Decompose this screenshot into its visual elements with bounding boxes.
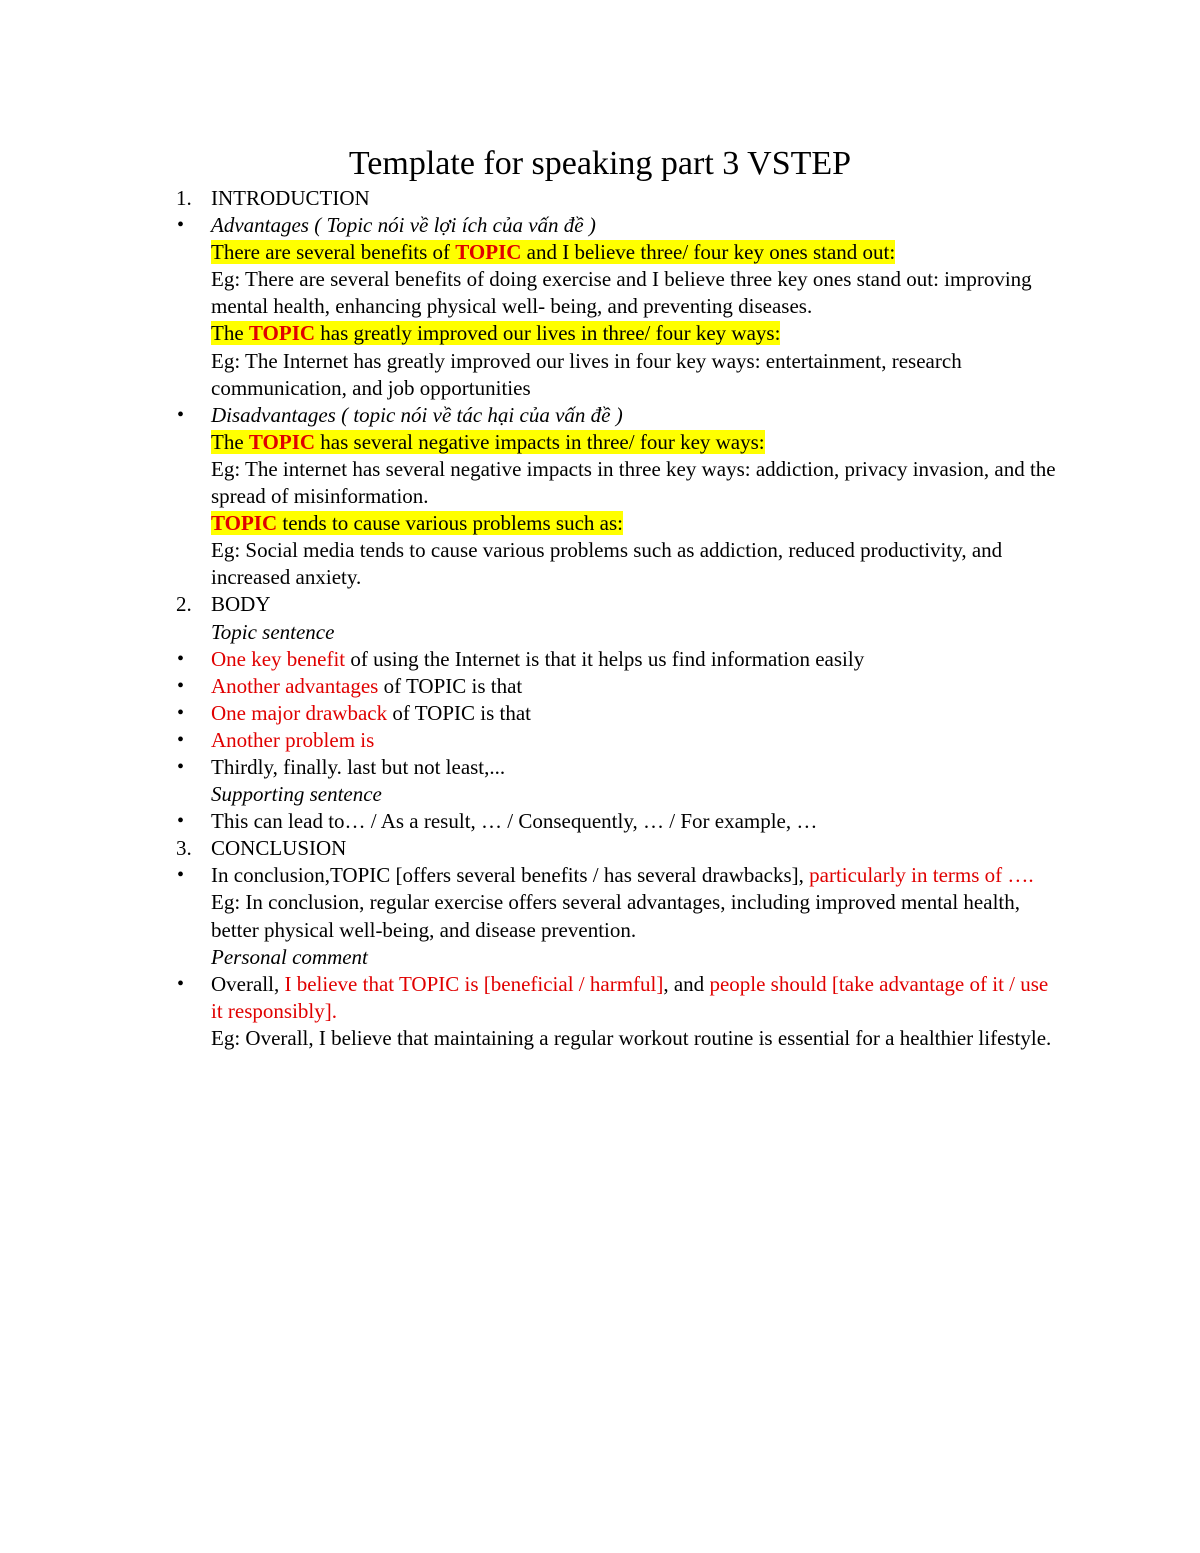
list-item: [0, 646, 1200, 673]
list-item-text: In conclusion,TOPIC [offers several benefits / has several drawbacks],: [211, 863, 810, 888]
section-introduction-heading: [0, 185, 1200, 212]
topic-keyword: TOPIC: [248, 321, 316, 346]
highlighted-template: [211, 321, 780, 345]
section-heading: CONCLUSION: [211, 836, 347, 861]
example-text: Eg: Overall, I believe that maintaining a regular workout routine is essential for a healthier lifestyle.: [211, 1025, 1052, 1050]
example-text: Eg: The Internet has greatly improved our lives in four key ways: entertainment, research communication, and job opportunities: [211, 348, 962, 400]
list-number: 3.: [176, 836, 192, 861]
bullet-icon: •: [177, 214, 185, 237]
bullet-icon: •: [177, 647, 185, 670]
list-item-text: of TOPIC is that: [378, 673, 523, 698]
highlighted-template: [211, 511, 623, 535]
list-item-advantages: [0, 212, 1200, 239]
list-item-text: Thirdly, finally. last but not least,...: [211, 754, 506, 779]
bullet-icon: •: [177, 674, 185, 697]
bullet-icon: •: [177, 701, 185, 724]
list-item-text: This can lead to… / As a result, … / Consequently, … / For example, …: [211, 809, 818, 834]
template-text: The: [211, 429, 249, 454]
phrase-highlight: One key benefit: [211, 646, 346, 671]
list-item-text: of using the Internet is that it helps us find information easily: [345, 646, 865, 671]
disadvantages-label: Disadvantages ( topic nói về tác hại của vấn đề ): [211, 402, 623, 427]
list-item: [0, 673, 1200, 700]
list-item-text: of TOPIC is that: [387, 700, 531, 725]
template-text: There are several benefits of: [211, 240, 456, 265]
template-text: The: [211, 321, 249, 346]
phrase-highlight: One major drawback: [211, 700, 388, 725]
template-text: has several negative impacts in three/ four key ways:: [315, 429, 765, 454]
template-line: [0, 239, 1200, 266]
topic-sentence-label: Topic sentence: [211, 619, 335, 644]
list-item: [0, 754, 1200, 781]
template-text: and I believe three/ four key ones stand out:: [521, 240, 896, 265]
bullet-icon: •: [177, 403, 185, 426]
template-line: [0, 320, 1200, 347]
list-item-text: , and: [663, 971, 710, 996]
example-text: Eg: There are several benefits of doing exercise and I believe three key ones stand out: improving mental health, enhancing physical well- being, and preventing diseases.: [211, 267, 1032, 319]
example-text: Eg: In conclusion, regular exercise offers several advantages, including improved mental health, better physical well-being, and disease prevention.: [211, 890, 1020, 942]
list-item: [0, 727, 1200, 754]
phrase-highlight: Another advantages: [211, 673, 379, 698]
template-line: [0, 429, 1200, 456]
bullet-icon: •: [177, 972, 185, 995]
template-line: [0, 510, 1200, 537]
page-title: Template for speaking part 3 VSTEP: [348, 145, 852, 182]
phrase-highlight: I believe that TOPIC is [beneficial / harmful]: [284, 971, 664, 996]
section-body-heading: [0, 591, 1200, 618]
bullet-icon: •: [177, 810, 185, 833]
supporting-sentence-label: Supporting sentence: [211, 782, 382, 807]
section-conclusion-heading: [0, 835, 1200, 862]
list-item-text: Overall,: [211, 971, 285, 996]
bullet-icon: •: [177, 864, 185, 887]
highlighted-template: [211, 430, 765, 454]
topic-keyword: TOPIC: [455, 240, 522, 265]
list-number: 1.: [176, 186, 192, 210]
phrase-highlight: people should [take advantage of it / use it responsibly].: [211, 971, 1049, 1023]
phrase-highlight: Another problem is: [211, 727, 375, 752]
list-item: [0, 971, 1200, 1025]
section-heading: INTRODUCTION: [211, 186, 370, 210]
example-text: Eg: The internet has several negative impacts in three key ways: addiction, privacy invasion, and the spread of misinformation.: [211, 456, 1056, 509]
topic-keyword: TOPIC: [211, 511, 278, 536]
advantages-label: Advantages ( Topic nói về lợi ích của vấn đề ): [211, 213, 596, 238]
list-item: [0, 862, 1200, 889]
phrase-highlight: particularly in terms of ….: [809, 863, 1034, 888]
list-number: 2.: [176, 592, 192, 617]
list-item-disadvantages: [0, 402, 1200, 429]
topic-keyword: TOPIC: [248, 429, 316, 454]
personal-comment-label: Personal comment: [211, 944, 368, 969]
bullet-icon: •: [177, 728, 185, 751]
list-item: [0, 700, 1200, 727]
section-heading: BODY: [211, 592, 271, 617]
bullet-icon: •: [177, 755, 185, 778]
template-text: has greatly improved our lives in three/ four key ways:: [315, 321, 781, 346]
highlighted-template: [211, 240, 895, 264]
document-body: [0, 185, 1200, 1052]
example-text: Eg: Social media tends to cause various problems such as addiction, reduced productivity, and increased anxiety.: [211, 538, 1003, 590]
template-text: tends to cause various problems such as:: [277, 511, 623, 536]
list-item: [0, 808, 1200, 835]
